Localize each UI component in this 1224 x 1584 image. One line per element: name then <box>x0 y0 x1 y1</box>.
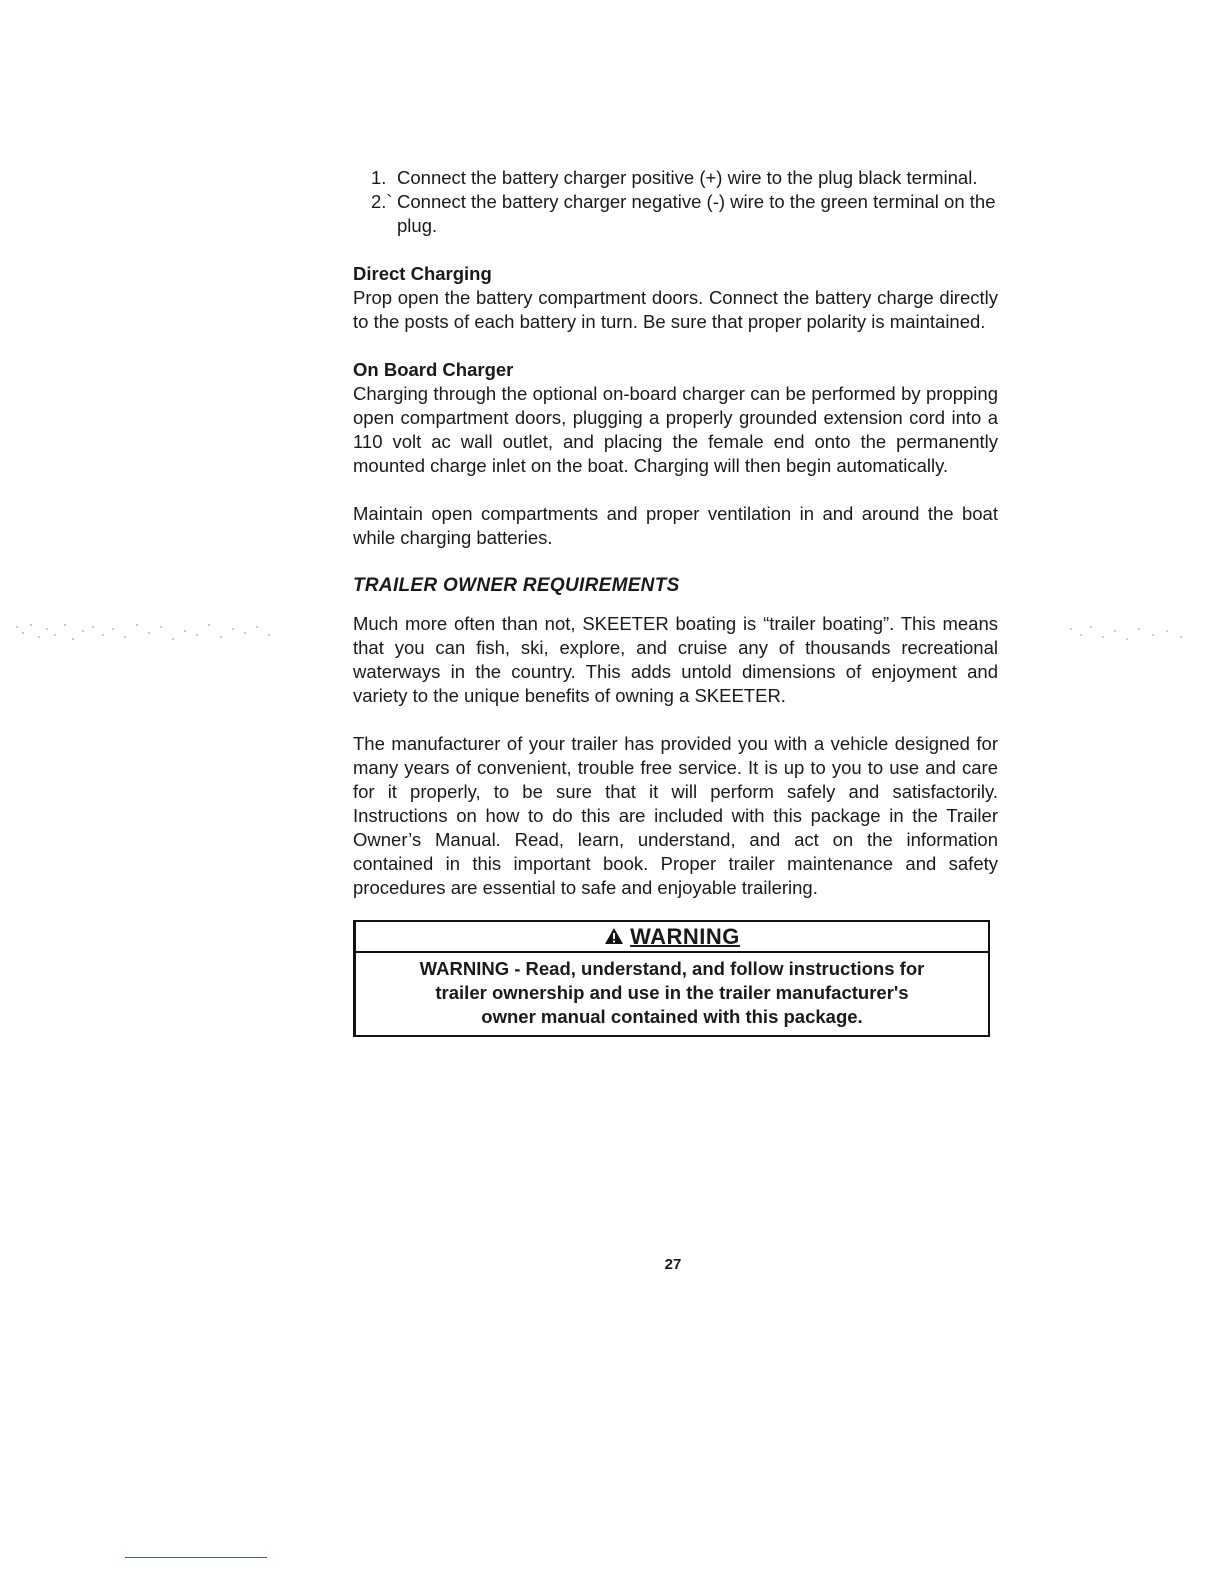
charging-steps-list <box>353 166 998 238</box>
warning-line: trailer ownership and use in the trailer manufacturer's <box>435 982 909 1003</box>
scan-artifact-right <box>1066 618 1196 648</box>
warning-line: owner manual contained with this package. <box>481 1006 863 1027</box>
trailer-paragraph-2: The manufacturer of your trailer has provided you with a vehicle designed for many years of convenient, trouble free service. It is up to you to use and care for it properly, to be sure that it will perform safely and satisfactorily. Instructions on how to do this are included with this package in the Trailer Owner’s Manual. Read, learn, understand, and act on the information contained in this important book. Proper trailer maintenance and safety procedures are essential to safe and enjoyable trailering. <box>353 733 998 898</box>
main-content <box>353 166 998 1037</box>
list-item-text: Connect the battery charger positive (+) wire to the plug black terminal. <box>397 167 978 188</box>
list-item-number: 2.` <box>371 191 393 212</box>
warning-line: WARNING - Read, understand, and follow instructions for <box>419 958 925 979</box>
on-board-charger-text: Charging through the optional on-board charger can be performed by propping open compartment doors, plugging a properly grounded extension cord into a 110 volt ac wall outlet, and placing the female end onto the permanently mounted charge inlet on the boat. Charging will then begin automatically. <box>353 383 998 476</box>
warning-title: WARNING <box>630 924 740 949</box>
direct-charging-heading: Direct Charging <box>353 263 492 284</box>
trailer-section-title: TRAILER OWNER REQUIREMENTS <box>353 575 680 596</box>
direct-charging-text: Prop open the battery compartment doors. Connect the battery charge directly to the posts of each battery in turn. Be sure that proper polarity is maintained. <box>353 287 998 332</box>
page-number: 27 <box>664 1256 682 1273</box>
list-item <box>353 190 998 238</box>
list-item-number: 1. <box>371 167 387 188</box>
list-item <box>353 166 998 190</box>
scan-artifact-left <box>12 612 274 652</box>
warning-box <box>353 920 990 1037</box>
on-board-charger-heading: On Board Charger <box>353 359 514 380</box>
footer-rule <box>125 1557 267 1558</box>
trailer-paragraph-1: Much more often than not, SKEETER boating is “trailer boating”. This means that you can fish, ski, explore, and cruise any of thousands recreational waterways in the country. This adds untold dimensions of enjoyment and variety to the unique benefits of owning a SKEETER. <box>353 613 998 706</box>
ventilation-note: Maintain open compartments and proper ventilation in and around the boat while charging batteries. <box>353 503 998 548</box>
warning-body <box>356 953 988 1035</box>
warning-header <box>356 922 988 953</box>
warning-triangle-icon <box>604 925 624 951</box>
list-item-text: Connect the battery charger negative (-) wire to the green terminal on the plug. <box>397 191 996 236</box>
